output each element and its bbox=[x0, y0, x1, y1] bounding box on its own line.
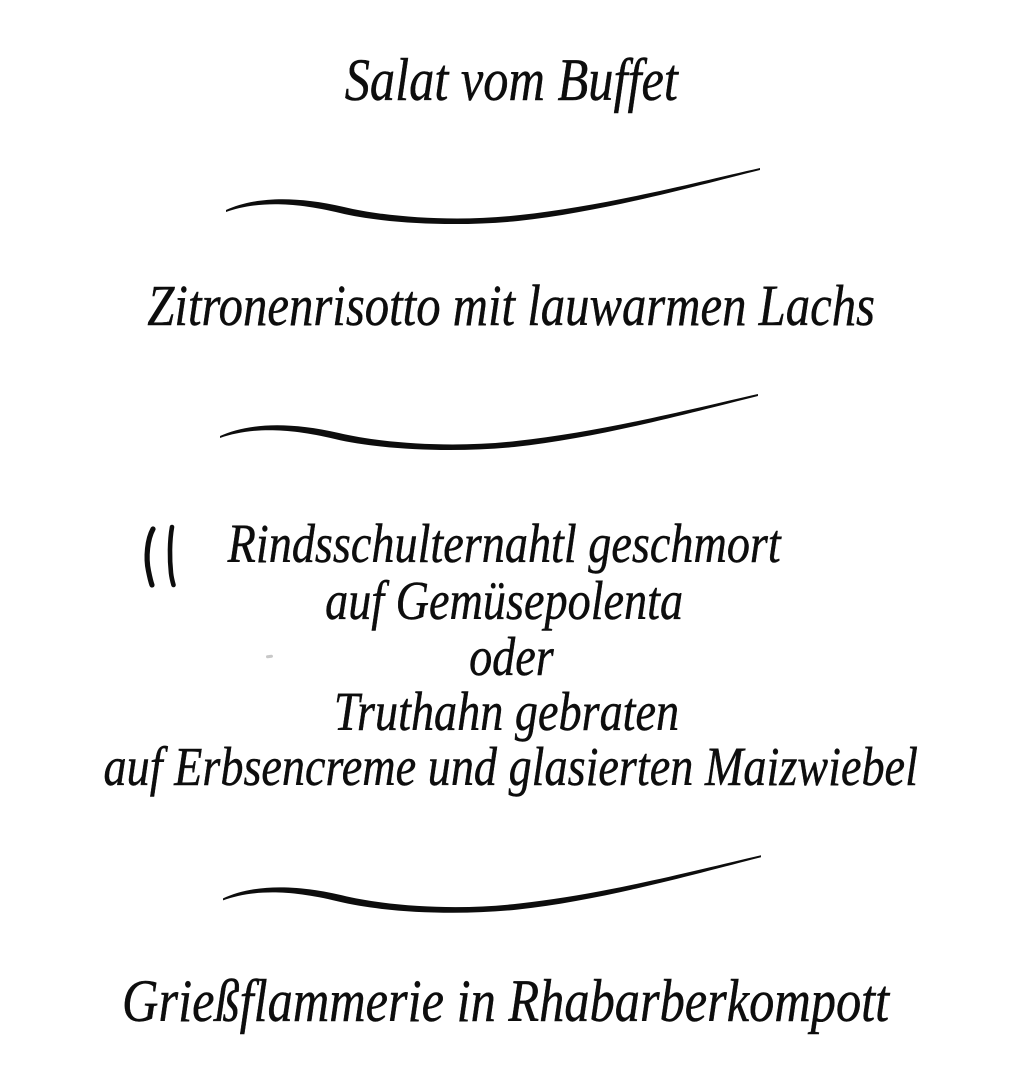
course-text: Rindsschulternahtl geschmort bbox=[227, 513, 781, 574]
course-line-main-3 bbox=[0, 681, 1022, 742]
course-line-main-1 bbox=[0, 513, 1022, 574]
course-line-main-4 bbox=[0, 736, 1022, 797]
course-text: Salat vom Buffet bbox=[344, 47, 678, 113]
course-line-main-2 bbox=[0, 570, 1022, 631]
swash-divider-icon bbox=[216, 386, 762, 460]
course-line-starter bbox=[0, 273, 1022, 338]
course-text: auf Erbsencreme und glasierten Maizwiebel bbox=[103, 736, 919, 797]
course-line-dessert bbox=[0, 968, 1022, 1034]
course-text: auf Gemüsepolenta bbox=[325, 570, 683, 631]
course-text: Grießflammerie in Rhabarberkompott bbox=[121, 968, 890, 1034]
course-line-main-or bbox=[0, 626, 1022, 687]
course-text: Truthahn gebraten bbox=[333, 681, 680, 742]
course-text: Zitronenrisotto mit lauwarmen Lachs bbox=[147, 273, 875, 338]
course-text: oder bbox=[468, 626, 554, 687]
course-line-salad bbox=[0, 47, 1022, 113]
swash-divider-icon bbox=[222, 160, 764, 234]
swash-divider-icon bbox=[219, 847, 765, 923]
